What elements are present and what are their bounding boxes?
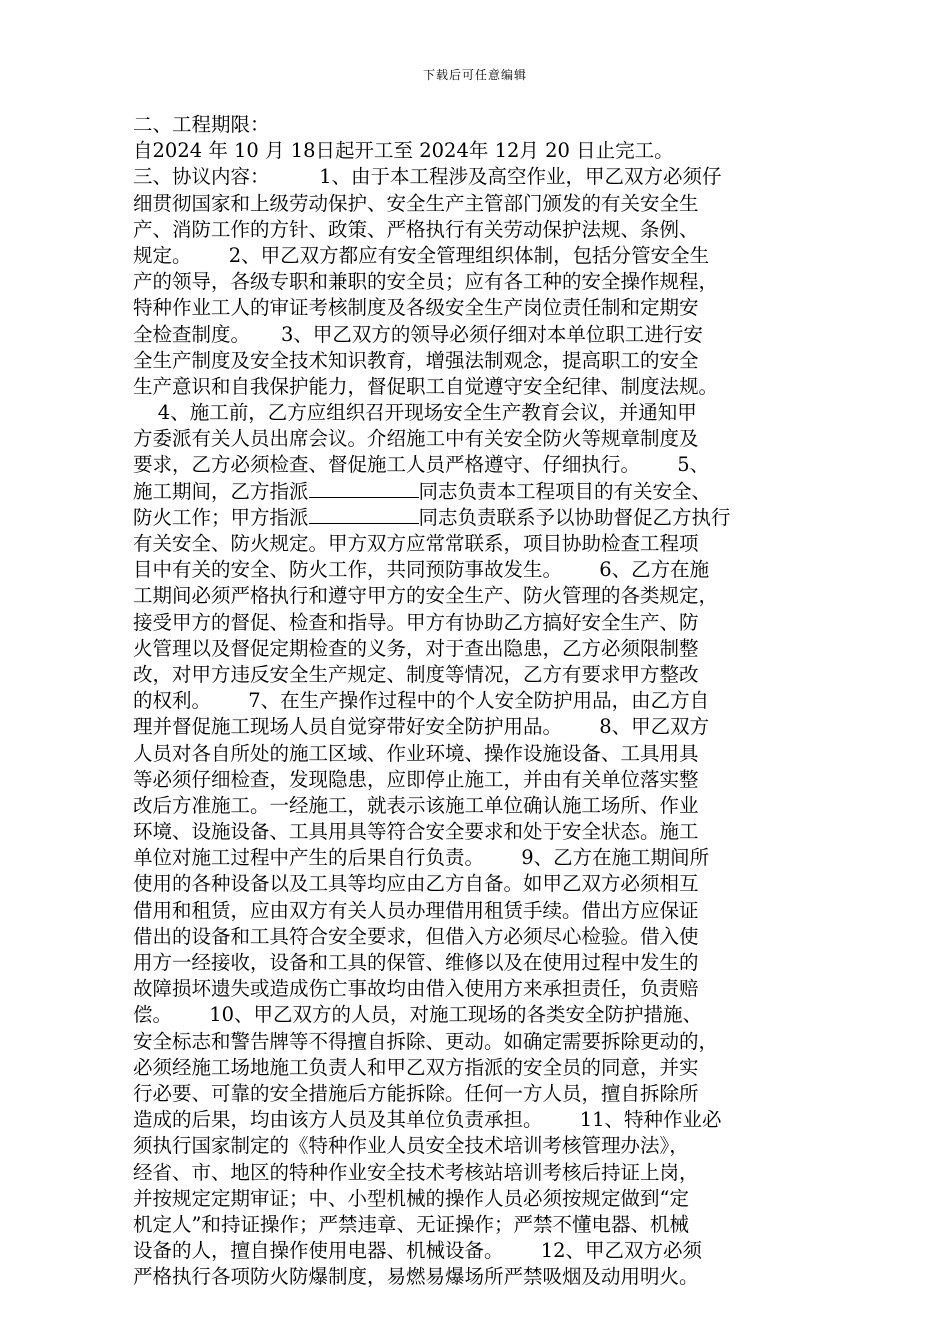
text-line: 火管理以及督促定期检查的义务，对于查出隐患，乙方必须限制整 [133,636,699,660]
text-line: 必须经施工场地施工负责人和甲乙双方指派的安全员的同意，并实 [133,1055,699,1079]
text-line: 须执行国家制定的《特种作业人员安全技术培训考核管理办法》， [133,1134,689,1158]
text-line: 生产意识和自我保护能力，督促职工自觉遵守安全纪律、制度法规。 [133,374,719,398]
section-heading-duration: 二、工程期限： [133,113,270,136]
text-line: 特种作业工人的审证考核制度及各级安全生产岗位责任制和定期安 [133,296,699,320]
text-line: 细贯彻国家和上级劳动保护、安全生产主管部门颁发的有关安全生 [133,191,699,215]
text-line: 行必要、可靠的安全措施后方能拆除。任何一方人员，擅自拆除所 [133,1081,699,1105]
fill-in-blank-line [309,479,419,498]
text-line: 人员对各自所处的施工区域、作业环境、操作设施设备、工具用具 [133,741,699,765]
text-line: 全生产制度及安全技术知识教育，增强法制观念，提高职工的安全 [133,348,699,372]
text-line: 有关安全、防火规定。甲方双方应常常联系，项目协助检查工程项 [133,532,699,555]
document-body [133,112,815,1317]
text-line-with-blank [133,479,815,505]
text-line: 经省、市、地区的特种作业安全技术考核站培训考核后持证上岗， [133,1160,699,1184]
text-line: 目中有关的安全、防火工作，共同预防事故发生。 6、乙方在施 [133,558,710,582]
text-line: 环境、设施设备、工具用具等符合安全要求和处于安全状态。施工 [133,820,699,844]
text-line: 偿。 10、甲乙双方的人员，对施工现场的各类安全防护措施、 [133,1003,703,1027]
text-line: 方委派有关人员出席会议。介绍施工中有关安全防火等规章制度及 [133,427,699,451]
text-line: 接受甲方的督促、检查和指导。甲方有协助乙方搞好安全生产、防 [133,610,699,634]
text-segment: 同志负责联系予以协助督促乙方执行 [418,505,731,529]
text-line: 借出的设备和工具符合安全要求，但借入方必须尽心检验。借入使 [133,924,699,948]
text-line: 等必须仔细检查，发现隐患，应即停止施工，并由有关单位落实整 [133,767,699,791]
text-line: 产、消防工作的方针、政策、严格执行有关劳动保护法规、条例、 [133,217,699,241]
text-line: 用方一经接收，设备和工具的保管、维修以及在使用过程中发生的 [133,951,699,974]
text-line: 理并督促施工现场人员自觉穿带好安全防护用品。 8、甲乙双方 [133,715,710,739]
text-line [133,1290,815,1316]
text-line: 产的领导，各级专职和兼职的安全员；应有各工种的安全操作规程， [133,270,719,294]
text-line: 全检查制度。 3、甲乙双方的领导必须仔细对本单位职工进行安 [133,322,703,346]
text-line: 安全标志和警告牌等不得擅自拆除、更动。如确定需要拆除更动的， [133,1029,719,1053]
text-line: 故障损坏遗失或造成伤亡事故均由借入使用方来承担责任，负责赔 [133,977,699,1001]
text-line: 三、协议内容： 1、由于本工程涉及高空作业，甲乙双方必须仔 [133,165,722,189]
text-segment: 同志负责本工程项目的有关安全、 [418,479,712,503]
text-line: 工期间必须严格执行和遵守甲方的安全生产、防火管理的各类规定， [133,584,719,608]
text-line: 单位对施工过程中产生的后果自行负责。 9、乙方在施工期间所 [133,846,710,870]
text-line: 严格执行各项防火防爆制度，易燃易爆场所严禁吸烟及动用明火。 [133,1265,699,1289]
text-line: 要求，乙方必须检查、督促施工人员严格遵守、仔细执行。 5、 [133,453,710,477]
text-line: 规定。 2、甲乙双方都应有安全管理组织体制，包括分管安全生 [133,243,710,267]
text-line: 借用和租赁，应由双方有关人员办理借用租赁手续。借出方应保证 [133,898,699,922]
text-line: 使用的各种设备以及工具等均应由乙方自备。如甲乙双方必须相互 [133,872,699,896]
page-header-note: 下载后可任意编辑 [422,68,527,82]
text-line: 造成的后果，均由该方人员及其单位负责承担。 11、特种作业必 [133,1108,722,1132]
fill-in-blank-line [309,505,419,524]
text-line: 设备的人，擅自操作使用电器、机械设备。 12、甲乙双方必须 [133,1239,703,1263]
text-line: 自2024 年 10 月 18日起开工至 2024年 12月 20 日止完工。 [133,139,674,163]
text-segment: 施工期间，乙方指派 [133,479,309,503]
text-line: 机定人”和持证操作；严禁违章、无证操作；严禁不懂电器、机械 [133,1212,689,1236]
text-segment: 防火工作；甲方指派 [133,505,309,529]
text-line: 改，对甲方违反安全生产规定、制度等情况，乙方有要求甲方整改 [133,662,699,686]
text-line: 的权利。 7、在生产操作过程中的个人安全防护用品，由乙方自 [133,689,710,713]
text-line: 4、施工前，乙方应组织召开现场安全生产教育会议，并通知甲 [133,401,697,425]
text-line: 并按规定定期审证；中、小型机械的操作人员必须按规定做到“定 [133,1186,689,1210]
text-line-with-blank [133,505,815,531]
text-line: 改后方准施工。一经施工，就表示该施工单位确认施工场所、作业 [133,793,699,817]
